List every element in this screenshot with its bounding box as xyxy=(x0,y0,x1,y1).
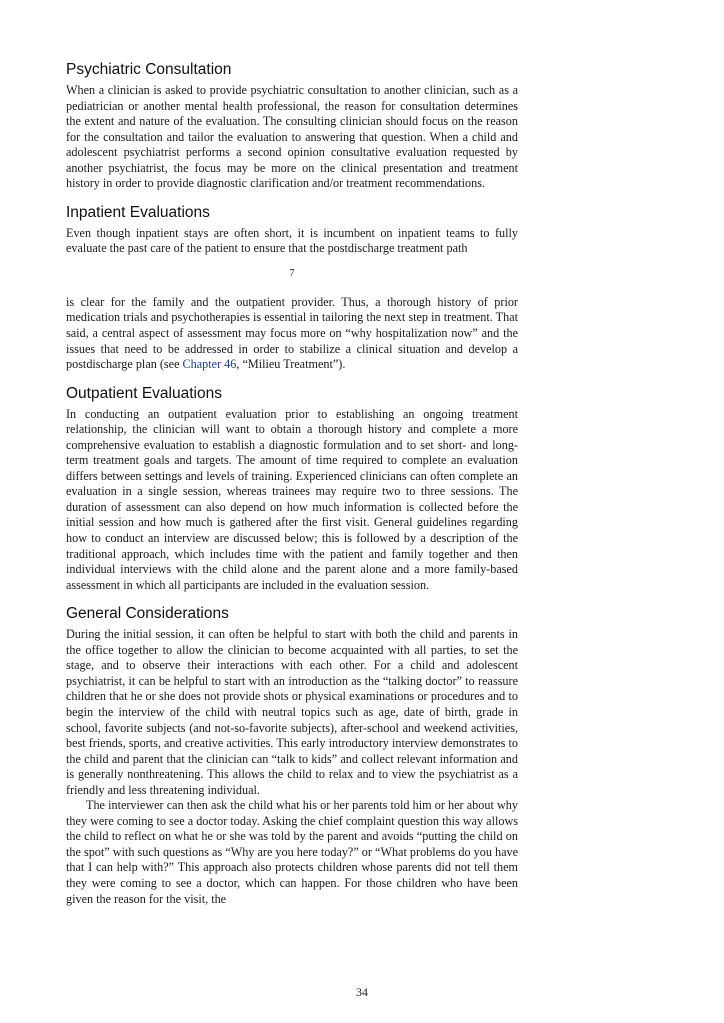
paragraph: In conducting an outpatient evaluation prior to establishing an ongoing treatment relationship, the clinician will want to obtain a thorough history and complete a more comprehensive evaluation to establish a diagnostic formulation and to set short- and long-term treatment goals and targets. The amount of time required to complete an evaluation differs between settings and levels of training. Experienced clinicians can often complete an evaluation in a single session, whereas trainees may require two to three sessions. The duration of assessment can also depend on how much information is collected before the initial session and how much is gathered after the first visit. General guidelines regarding how to conduct an interview are discussed below; this is followed by a description of the traditional approach, which includes time with the patient and family together and then individual interviews with the child alone and the parent alone and a more family-based assessment in which all participants are included in the evaluation session. xyxy=(66,406,518,592)
text-run: , “Milieu Treatment”). xyxy=(236,357,346,372)
section-psychiatric-consultation xyxy=(66,60,518,192)
section-heading: Inpatient Evaluations xyxy=(66,203,210,221)
section-outpatient-evaluations xyxy=(66,384,518,594)
paragraph xyxy=(66,295,518,373)
section-inpatient-evaluations xyxy=(66,203,518,373)
section-heading: Outpatient Evaluations xyxy=(66,384,222,402)
inner-page-number: 7 xyxy=(289,267,295,279)
section-general-considerations xyxy=(66,604,518,907)
section-heading: General Considerations xyxy=(66,605,229,623)
paragraph: When a clinician is asked to provide psychiatric consultation to another clinician, such as a pediatrician or another mental health professional, the reason for consultation determines the extent and nature of the evaluation. The consulting clinician should focus on the reason for the consultation and tailor the evaluation to answering that question. When a child and adolescent psychiatrist performs a second opinion consultative evaluation requested by another psychiatrist, the focus may be more on the clinical presentation and treatment history in order to provide diagnostic clarification and/or treatment recommendations. xyxy=(66,83,518,191)
section-heading: Psychiatric Consultation xyxy=(66,61,232,78)
page-content xyxy=(66,60,518,918)
page-number: 34 xyxy=(356,985,368,999)
paragraph: The interviewer can then ask the child what his or her parents told him or her about why they were coming to see a doctor today. Asking the chief complaint question this way allows the child to reflect on what he or she was told by the parent and avoids “putting the child on the spot” with such questions as “Why are you here today?” or “What problems do you have that I can help with?” This approach also protects children whose parents did not tell them they were coming to see a doctor, which can happen. For those children who have been given the reason for the visit, the xyxy=(66,798,518,906)
paragraph: During the initial session, it can often be helpful to start with both the child and parents in the office together to allow the clinician to become acquainted with all parties, to set the stage, and to observe their interactions with each other. For a child and adolescent psychiatrist, it can be helpful to start with an introduction as the “talking doctor” to reassure children that he or she does not provide shots or physical examinations or procedures and to begin the interview of the child with neutral topics such as age, date of birth, grade in school, favorite subjects (and not-so-favorite subjects), after-school and weekend activities, best friends, sports, and creative activities. This early introductory interview demonstrates to the child and parent that the clinician can “talk to kids” and collect relevant information and is generally nonthreatening. This allows the child to relax and to view the psychiatrist as a friendly and less threatening individual. xyxy=(66,627,518,797)
paragraph: Even though inpatient stays are often short, it is incumbent on inpatient teams to fully evaluate the past care of the patient to ensure that the postdischarge treatment path xyxy=(66,225,518,256)
chapter-link[interactable]: Chapter 46 xyxy=(182,357,237,372)
text-run: is clear for the family and the outpatient provider. Thus, a thorough history of prior medication trials and psychotherapies is essential in tailoring the next step in treatment. That said, a central aspect of assessment may focus more on “why hospitalization now” and the issues that need to be addressed in order to stabilize a clinical situation and develop a postdischarge plan (see xyxy=(66,294,518,372)
